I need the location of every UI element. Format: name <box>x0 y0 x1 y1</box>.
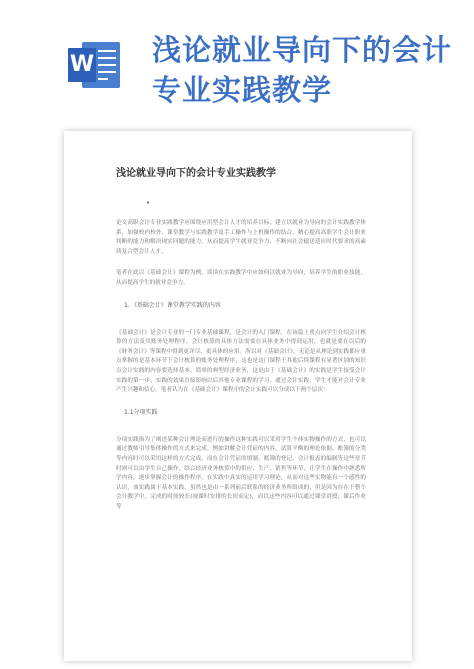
body-paragraph: 《基础会计》是会计专业的一门专业基础课程，是会计的入门课程。在该篇上重点向学生介绍会计核算的方法及其账务处理程序，会计核算的具体方法需要在具体业务中得到运用，也就是要在以后的《财务会计》等课程中得到更详尽、更具体的应用。所以对《基础会计》，无论是从理论到实践都应重点掌握的是基本环节下会计核算的账务处理程序，这也是这门课程于其他后续课程有显著区别的知识点会计实践的内容要选择基本、简单的典型经济业务，这是由于《基础会计》的实践是学生接受会计实践的第一步，实践的效果直接影响以后其他专业课程的学习。通过会计实践，学生才能对会计专业产生兴趣和信心。笔者认为在《基础会计》课程中的会计实践可以分成以下两个层次： <box>116 329 366 394</box>
intro-paragraph: 笔者在此以《基础会计》课程为例，谈谈在实践教学中应如何以就业为导向，培养学生的职业技能，从而提高学生的就业竞争力。 <box>116 270 366 286</box>
section-heading-1-1: 1.1分项实践 <box>124 408 158 416</box>
word-icon-letter: W <box>68 48 96 82</box>
word-document-icon <box>68 42 120 88</box>
banner-title-line1: 浅论就业导向下的会计 <box>152 33 453 67</box>
banner <box>0 0 474 135</box>
banner-title-line2: 专业实践教学 <box>152 73 333 107</box>
document-body <box>116 167 366 524</box>
document-page-preview <box>64 131 412 661</box>
document-title: 浅论就业导向下的会计专业实践教学 <box>116 168 276 179</box>
banner-title <box>152 30 452 110</box>
body-paragraph: 分项实践指为了阐述某种会计理论而进行的操作这种实践可以采用学生个体实物操作的方式，也可以通过教师引导集体操作的方式来完成。例如讲解会计凭证的内容、试算平衡的理论依据、账簿的分类等内容时可以采用这样的方式完成。而在会计凭证的填制、账簿的登记、会计报表的编制等这些章节时则可以由学生自己操作，结合经济业务核算中的供应、生产、销售等环节，让学生在操作中熟悉所学内容，逐步掌握会计的操作程序，在实践中真实的运用学习理论，从而对这些实物能有一个感性的认识，该实践属于基本实践。虽然也是由一系列前后联系的经济业务所组成的，但是因为存在于整个会计教学中，完成的时间较长(视课时安排的长短而定)，而以这些内容可以通过课堂讲授、课后作业等 <box>116 436 366 510</box>
abstract-paragraph: 论文高职会计专业实践教学应围绕应用型会计人才的培养目标，建立以就业为导向的会计实践教学体系，加强校内校外、课堂教学与实践教学及手工操作与上机操作的结合，精心提高高职学生会计职业判断的能力和解决现实问题的能力，从而提高学生就业竞争力、不断向社会输送适应时代要求的高素质复合型会计人才。 <box>116 220 366 255</box>
bullet-marker: • <box>146 199 151 207</box>
section-heading-1: 1．《基础会计》课堂教学实践的内容 <box>124 301 221 309</box>
